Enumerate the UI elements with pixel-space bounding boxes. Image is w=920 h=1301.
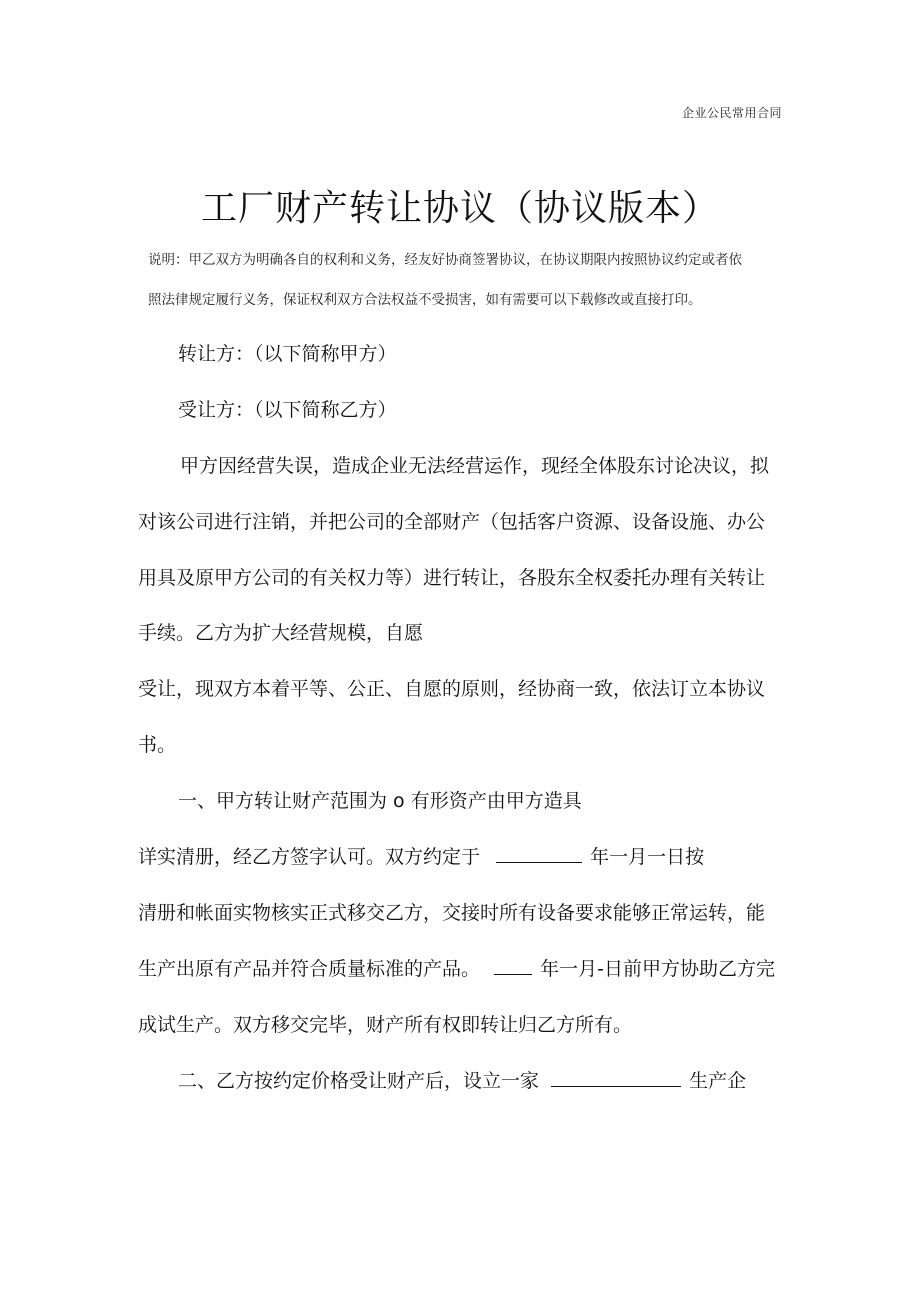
clause-1-line-2-text-b: 年一月一日按 (590, 846, 705, 868)
document-title: 工厂财产转让协议（协议版本） (200, 188, 719, 229)
clause-2-line-1 (178, 1067, 746, 1095)
clause-1-line-4 (138, 955, 775, 983)
clause-1-line-2-text-a: 详实清册，经乙方签字认可。双方约定于 (138, 846, 481, 868)
preamble-line-3: 用具及原甲方公司的有关权力等）进行转让，各股东全权委托办理有关转让 (138, 567, 766, 589)
clause-2-line-1-text-b: 生产企 (689, 1070, 747, 1092)
clause-1-line-2 (138, 843, 704, 871)
preamble-line-6: 书。 (138, 734, 177, 756)
description-line-2: 照法律规定履行义务，保证权利双方合法权益不受损害，如有需要可以下载修改或直接打印。 (148, 292, 702, 308)
preamble-line-1: 甲方因经营失误，造成企业无法经营运作，现经全体股东讨论决议，拟 (180, 455, 770, 477)
transferee-line: 受让方：（以下简称乙方） (178, 399, 397, 421)
enterprise-name-blank[interactable] (551, 1068, 681, 1087)
clause-1-line-5: 成试生产。双方移交完毕，财产所有权即转让归乙方所有。 (138, 1014, 633, 1036)
description-line-1: 说明：甲乙双方为明确各自的权利和义务，经友好协商签署协议，在协议期限内按照协议约定或者依 (148, 252, 742, 268)
clause-2-line-1-text-a: 二、乙方按约定价格受让财产后，设立一家 (178, 1070, 540, 1092)
clause-1-line-3: 清册和帐面实物核实正式移交乙方，交接时所有设备要求能够正常运转，能 (138, 902, 766, 924)
preamble-line-4: 手续。乙方为扩大经营规模，自愿 (138, 622, 424, 644)
date-year-blank[interactable] (496, 844, 582, 863)
transferor-line: 转让方：（以下简称甲方） (178, 343, 397, 365)
preamble-line-5: 受让，现双方本着平等、公正、自愿的原则，经协商一致，依法订立本协议 (138, 678, 766, 700)
clause-1-line-4-text-b: 年一月-日前甲方协助乙方完 (540, 958, 775, 980)
clause-1-line-1: 一、甲方转让财产范围为 o 有形资产由甲方造具 (178, 790, 582, 812)
preamble-line-2: 对该公司进行注销，并把公司的全部财产（包括客户资源、设备设施、办公 (138, 511, 766, 533)
header-note: 企业公民常用合同 (681, 106, 782, 120)
trial-year-blank[interactable] (494, 956, 532, 975)
clause-1-line-4-text-a: 生产出原有产品并符合质量标准的产品。 (138, 958, 481, 980)
